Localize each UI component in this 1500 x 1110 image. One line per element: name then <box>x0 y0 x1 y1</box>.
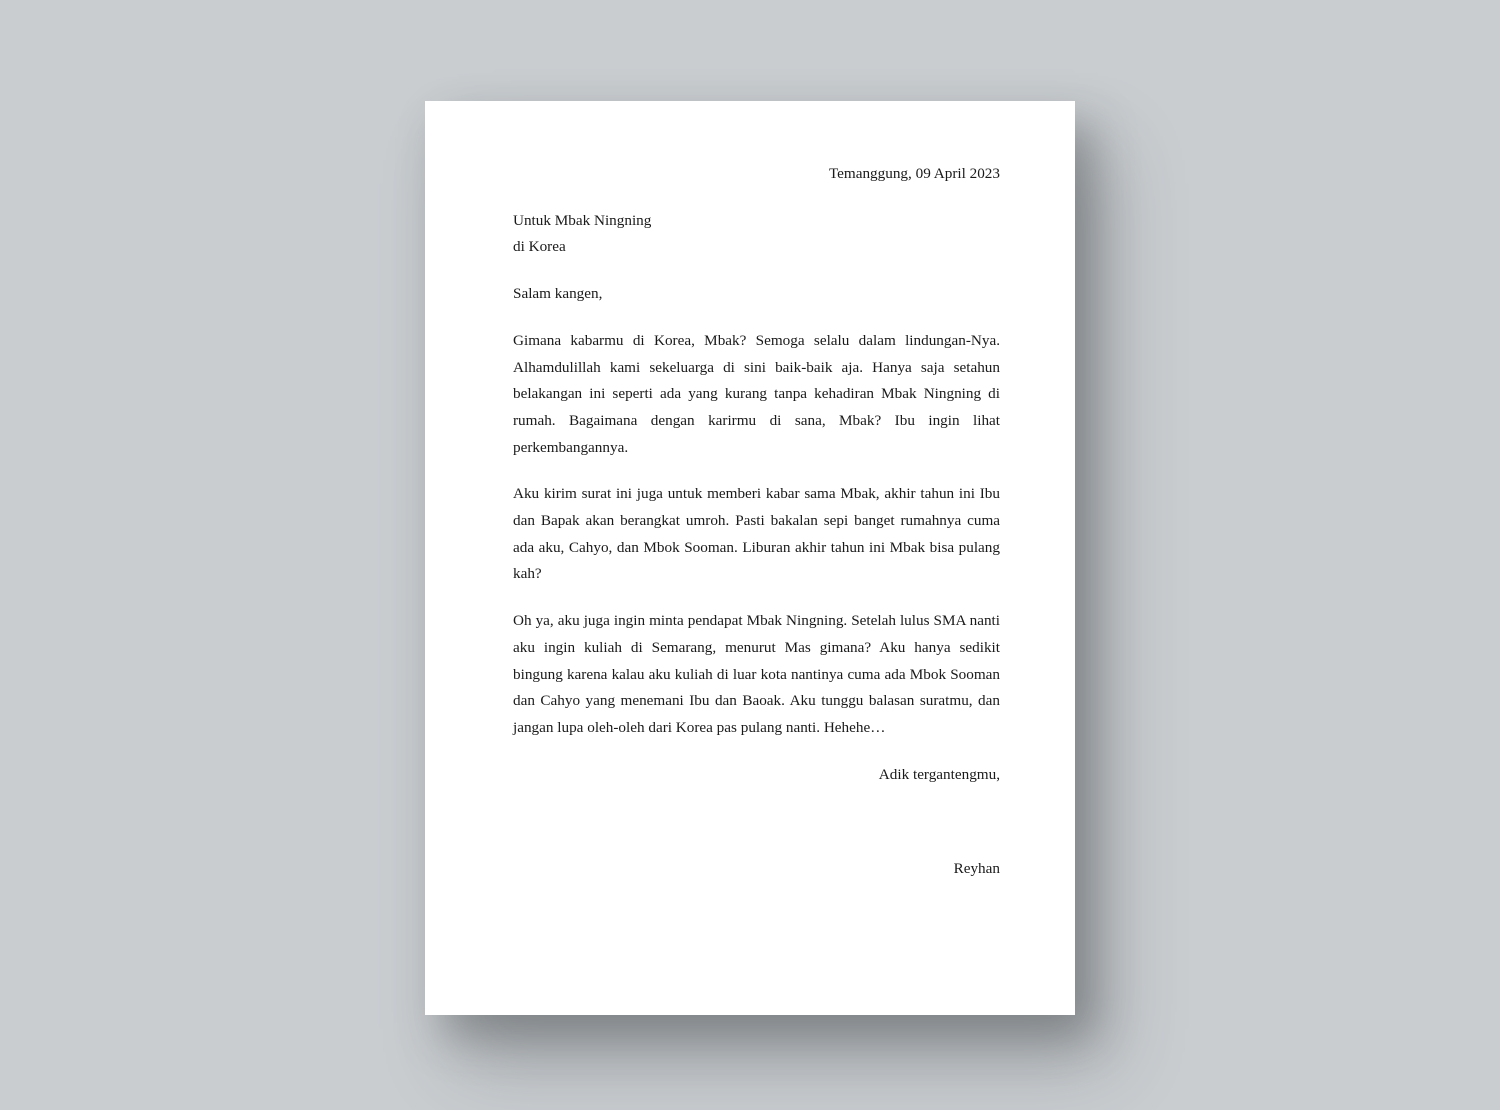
recipient-location: di Korea <box>513 238 566 256</box>
recipient-name: Untuk Mbak Ningning <box>513 211 652 229</box>
closing: Adik tergantengmu, <box>878 765 1000 783</box>
paragraph-3: Oh ya, aku juga ingin minta pendapat Mbak Ningning. Setelah lulus SMA nanti aku ingin kuliah di Semarang, menurut Mas gimana? Aku hanya sedikit bingung karena kalau aku kuliah di luar kota nantinya cuma ada Mbok Sooman dan Cahyo yang menemani Ibu dan Baoak. Aku tunggu balasan suratmu, dan jangan lupa oleh-oleh dari Korea pas pulang nanti. Hehehe… <box>513 612 1000 736</box>
letter-page <box>425 101 1075 1015</box>
letter-body <box>513 161 1000 883</box>
paragraph-2: Aku kirim surat ini juga untuk memberi kabar sama Mbak, akhir tahun ini Ibu dan Bapak akan berangkat umroh. Pasti bakalan sepi banget rumahnya cuma ada aku, Cahyo, dan Mbok Sooman. Liburan akhir tahun ini Mbak bisa pulang kah? <box>513 485 1000 583</box>
signature: Reyhan <box>953 860 1000 878</box>
recipient-block <box>513 208 1000 261</box>
place-date: Temanggung, 09 April 2023 <box>828 165 1000 182</box>
paragraph-1: Gimana kabarmu di Korea, Mbak? Semoga selalu dalam lindungan-Nya. Alhamdulillah kami sekeluarga di sini baik-baik aja. Hanya saja setahun belakangan ini seperti ada yang kurang tanpa kehadiran Mbak Ningning di rumah. Bagaimana dengan karirmu di sana, Mbak? Ibu ingin lihat perkembangannya. <box>513 331 1000 456</box>
greeting: Salam kangen, <box>513 285 603 303</box>
